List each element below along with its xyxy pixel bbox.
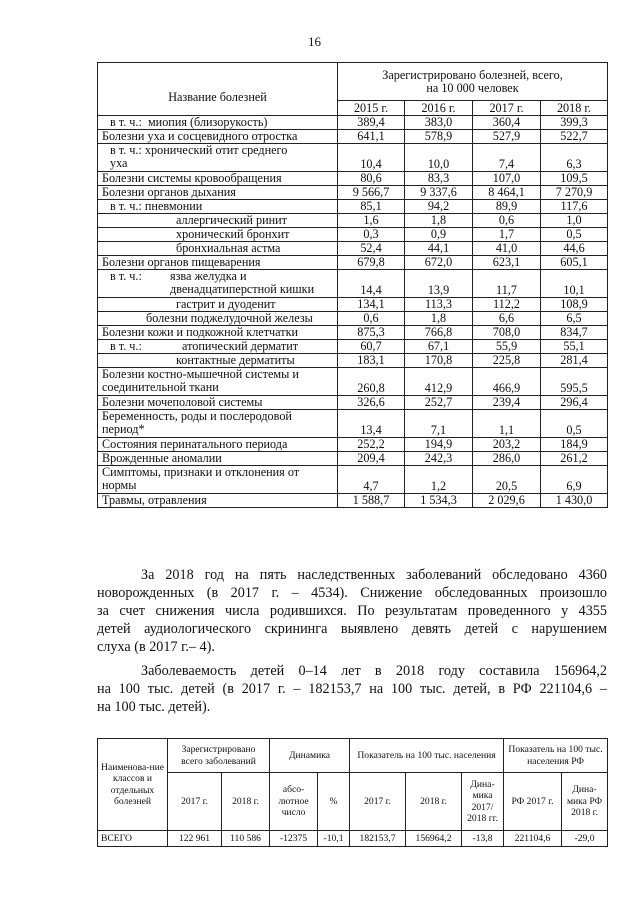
row-name: Болезни уха и сосцевидного отростка	[98, 130, 338, 144]
paragraph-line: За 2018 год на пять наследственных заболеваний обследовано 4360	[141, 567, 607, 583]
row-name: гастрит и дуоденит	[98, 298, 338, 312]
row-value-2018: 399,3	[541, 116, 608, 130]
row-value-2015: 10,4	[338, 144, 405, 172]
total-rf-dynamics: -29,0	[562, 831, 608, 847]
row-name: бронхиальная астма	[98, 242, 338, 256]
row-value-2017: 41,0	[473, 242, 541, 256]
row-name: Болезни системы кровообращения	[98, 172, 338, 186]
paragraph-line: Заболеваемость детей 0–14 лет в 2018 году составила 156964,2	[141, 663, 607, 679]
row-value-2017: 1,1	[473, 410, 541, 438]
row-name: Симптомы, признаки и отклонения от нормы	[98, 466, 338, 494]
row-value-2018: 55,1	[541, 340, 608, 354]
paragraph-line: слуха (в 2017 г.– 4).	[97, 639, 215, 655]
row-name: Болезни костно-мышечной системы и соединительной ткани	[98, 368, 338, 396]
table-row	[98, 200, 608, 214]
paragraph-line: детей аудиологического скрининга выявлено девять детей с нарушением	[97, 621, 607, 637]
row-value-2016: 44,1	[405, 242, 473, 256]
table-row	[98, 186, 608, 200]
row-value-2017: 7,4	[473, 144, 541, 172]
row-value-2017: 20,5	[473, 466, 541, 494]
paragraph-line: за счет снижения числа родившихся. По результатам проведенного у 4355	[97, 603, 607, 619]
header-disease-name: Название болезней	[98, 63, 338, 116]
table-row	[98, 256, 608, 270]
row-value-2018: 10,1	[541, 270, 608, 298]
row-value-2016: 578,9	[405, 130, 473, 144]
row-name: Болезни органов пищеварения	[98, 256, 338, 270]
row-value-2018: 6,5	[541, 312, 608, 326]
row-value-2016: 0,9	[405, 228, 473, 242]
header-ind-2018: 2018 г.	[406, 773, 462, 831]
row-name: в т. ч.: хронический отит среднего уха	[98, 144, 338, 172]
row-value-2016: 67,1	[405, 340, 473, 354]
table-row	[98, 494, 608, 508]
row-name: Болезни органов дыхания	[98, 186, 338, 200]
header-year-2016: 2016 г.	[405, 101, 473, 116]
row-value-2017: 1,7	[473, 228, 541, 242]
row-name: аллергический ринит	[98, 214, 338, 228]
header-ind-2017: 2017 г.	[350, 773, 406, 831]
header-reg-2017: 2017 г.	[168, 773, 222, 831]
total-label: ВСЕГО	[98, 831, 168, 847]
row-value-2017: 11,7	[473, 270, 541, 298]
table-row	[98, 452, 608, 466]
row-name: Болезни мочеполовой системы	[98, 396, 338, 410]
header-group-line2: на 10 000 человек	[426, 80, 519, 95]
row-value-2015: 183,1	[338, 354, 405, 368]
row-value-2015: 326,6	[338, 396, 405, 410]
table-row	[98, 396, 608, 410]
row-name: Состояния перинатального периода	[98, 438, 338, 452]
row-value-2018: 834,7	[541, 326, 608, 340]
total-rf-2017: 221104,6	[504, 831, 562, 847]
row-name: хронический бронхит	[98, 228, 338, 242]
row-value-2016: 672,0	[405, 256, 473, 270]
total-dyn-pct: -10,1	[318, 831, 350, 847]
total-reg-2018: 110 586	[222, 831, 270, 847]
header-registered-total: Зарегистрировано всего заболеваний	[168, 739, 270, 773]
header-reg-2018: 2018 г.	[222, 773, 270, 831]
table-row	[98, 270, 608, 298]
row-name: в т. ч.: миопия (близорукость)	[98, 116, 338, 130]
row-value-2017: 466,9	[473, 368, 541, 396]
total-ind-2018: 156964,2	[406, 831, 462, 847]
row-value-2016: 1 534,3	[405, 494, 473, 508]
table-row	[98, 466, 608, 494]
row-value-2017: 107,0	[473, 172, 541, 186]
table-row	[98, 340, 608, 354]
total-ind-2017: 182153,7	[350, 831, 406, 847]
table-row	[98, 214, 608, 228]
table-row	[98, 312, 608, 326]
row-value-2017: 623,1	[473, 256, 541, 270]
row-value-2015: 1 588,7	[338, 494, 405, 508]
row-value-2016: 1,8	[405, 312, 473, 326]
row-value-2017: 239,4	[473, 396, 541, 410]
table-row	[98, 172, 608, 186]
table-row	[98, 298, 608, 312]
row-name: Беременность, роды и послеродовой период*	[98, 410, 338, 438]
header-year-2015: 2015 г.	[338, 101, 405, 116]
row-name: в т. ч.: атопический дерматит	[98, 340, 338, 354]
row-value-2018: 296,4	[541, 396, 608, 410]
row-value-2016: 10,0	[405, 144, 473, 172]
row-value-2015: 641,1	[338, 130, 405, 144]
disease-table	[97, 62, 608, 508]
row-value-2017: 89,9	[473, 200, 541, 214]
row-name: контактные дерматиты	[98, 354, 338, 368]
row-value-2016: 766,8	[405, 326, 473, 340]
row-value-2017: 0,6	[473, 214, 541, 228]
row-value-2017: 708,0	[473, 326, 541, 340]
header-year-2018: 2018 г.	[541, 101, 608, 116]
row-value-2015: 875,3	[338, 326, 405, 340]
row-value-2016: 7,1	[405, 410, 473, 438]
row-value-2015: 389,4	[338, 116, 405, 130]
row-value-2015: 85,1	[338, 200, 405, 214]
header-ind-dynamics: Дина-мика 2017/ 2018 гг.	[462, 773, 504, 831]
paragraph-line: новорожденных (в 2017 г. – 4534). Снижение обследованных произошло	[97, 585, 607, 601]
table-row	[98, 354, 608, 368]
row-value-2016: 94,2	[405, 200, 473, 214]
row-value-2016: 1,2	[405, 466, 473, 494]
row-value-2016: 13,9	[405, 270, 473, 298]
table-row	[98, 116, 608, 130]
row-value-2015: 209,4	[338, 452, 405, 466]
row-value-2018: 281,4	[541, 354, 608, 368]
row-value-2017: 225,8	[473, 354, 541, 368]
row-name: Врожденные аномалии	[98, 452, 338, 466]
row-value-2018: 7 270,9	[541, 186, 608, 200]
row-value-2015: 60,7	[338, 340, 405, 354]
row-value-2018: 184,9	[541, 438, 608, 452]
morbidity-summary-table	[97, 738, 608, 847]
table-row	[98, 368, 608, 396]
row-value-2017: 360,4	[473, 116, 541, 130]
row-value-2015: 1,6	[338, 214, 405, 228]
page-number: 16	[308, 34, 321, 49]
row-value-2015: 9 566,7	[338, 186, 405, 200]
header-rf-dynamics: Дина-мика РФ 2018 г.	[562, 773, 608, 831]
row-value-2018: 6,3	[541, 144, 608, 172]
row-value-2017: 527,9	[473, 130, 541, 144]
row-name: Болезни кожи и подкожной клетчатки	[98, 326, 338, 340]
total-dyn-abs: -12375	[270, 831, 318, 847]
header-group-line1: Зарегистрировано болезней, всего,	[382, 67, 563, 82]
table-row	[98, 410, 608, 438]
row-value-2017: 286,0	[473, 452, 541, 466]
row-value-2016: 242,3	[405, 452, 473, 466]
paragraph-morbidity	[97, 662, 607, 716]
row-value-2016: 412,9	[405, 368, 473, 396]
row-value-2015: 260,8	[338, 368, 405, 396]
row-value-2015: 80,6	[338, 172, 405, 186]
header-dynamics: Динамика	[270, 739, 350, 773]
row-value-2016: 252,7	[405, 396, 473, 410]
row-value-2018: 109,5	[541, 172, 608, 186]
paragraph-screening	[97, 566, 607, 656]
header-indicator-rf: Показатель на 100 тыс. населения РФ	[504, 739, 608, 773]
header-class-name: Наименова-ние классов и отдельных болезней	[98, 739, 168, 831]
row-value-2015: 14,4	[338, 270, 405, 298]
row-name: в т. ч.: пневмонии	[98, 200, 338, 214]
total-ind-dynamics: -13,8	[462, 831, 504, 847]
header-dyn-pct: %	[318, 773, 350, 831]
row-value-2016: 194,9	[405, 438, 473, 452]
header-registered-group	[338, 63, 608, 101]
row-value-2017: 112,2	[473, 298, 541, 312]
row-name: в т. ч.: язва желудка и двенадцатиперстной кишки	[98, 270, 338, 298]
table-row	[98, 242, 608, 256]
row-value-2015: 13,4	[338, 410, 405, 438]
row-name: болезни поджелудочной железы	[98, 312, 338, 326]
row-value-2018: 117,6	[541, 200, 608, 214]
row-value-2016: 170,8	[405, 354, 473, 368]
row-value-2018: 44,6	[541, 242, 608, 256]
paragraph-line: на 100 тыс. детей (в 2017 г. – 182153,7 на 100 тыс. детей, в РФ 221104,6 –	[97, 681, 607, 697]
row-value-2015: 134,1	[338, 298, 405, 312]
row-value-2016: 1,8	[405, 214, 473, 228]
row-value-2015: 0,6	[338, 312, 405, 326]
header-year-2017: 2017 г.	[473, 101, 541, 116]
total-reg-2017: 122 961	[168, 831, 222, 847]
row-value-2016: 83,3	[405, 172, 473, 186]
row-value-2015: 4,7	[338, 466, 405, 494]
header-rf-2017: РФ 2017 г.	[504, 773, 562, 831]
row-value-2015: 679,8	[338, 256, 405, 270]
row-value-2018: 261,2	[541, 452, 608, 466]
row-value-2017: 55,9	[473, 340, 541, 354]
row-value-2018: 6,9	[541, 466, 608, 494]
paragraph-line: на 100 тыс. детей).	[97, 699, 211, 715]
header-dyn-abs: абсо-лютное число	[270, 773, 318, 831]
row-value-2018: 1 430,0	[541, 494, 608, 508]
table-row	[98, 326, 608, 340]
header-indicator: Показатель на 100 тыс. населения	[350, 739, 504, 773]
row-value-2018: 1,0	[541, 214, 608, 228]
row-value-2015: 52,4	[338, 242, 405, 256]
table-row-total	[98, 831, 608, 847]
row-value-2018: 108,9	[541, 298, 608, 312]
row-value-2016: 383,0	[405, 116, 473, 130]
row-value-2018: 595,5	[541, 368, 608, 396]
row-value-2015: 0,3	[338, 228, 405, 242]
table-row	[98, 130, 608, 144]
row-value-2017: 8 464,1	[473, 186, 541, 200]
table-row	[98, 144, 608, 172]
row-value-2017: 2 029,6	[473, 494, 541, 508]
row-name: Травмы, отравления	[98, 494, 338, 508]
row-value-2018: 0,5	[541, 410, 608, 438]
row-value-2017: 203,2	[473, 438, 541, 452]
row-value-2015: 252,2	[338, 438, 405, 452]
row-value-2016: 9 337,6	[405, 186, 473, 200]
row-value-2017: 6,6	[473, 312, 541, 326]
table-row	[98, 228, 608, 242]
row-value-2018: 522,7	[541, 130, 608, 144]
row-value-2018: 0,5	[541, 228, 608, 242]
row-value-2016: 113,3	[405, 298, 473, 312]
table-row	[98, 438, 608, 452]
row-value-2018: 605,1	[541, 256, 608, 270]
